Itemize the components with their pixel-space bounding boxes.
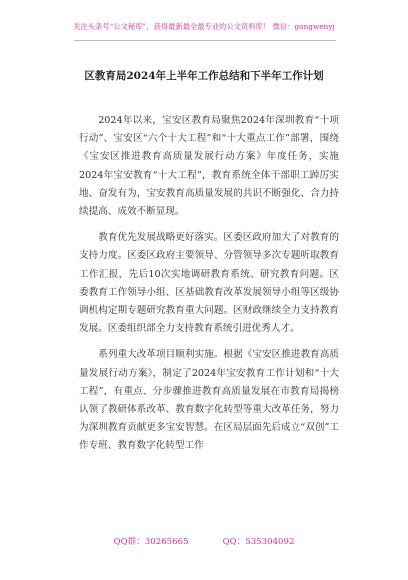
body-paragraph: 教育优先发展战略更好落实。区委区政府加大了对教育的支持力度。区委区政府主要领导、分管领导多次专题听取教育工作汇报，先后10次实地调研教育系统、研究教育问题。区委教育工作领导小组、区基础教育改革发展领导小组等区级协调机构定期专题研究教育重大问题。区财政继续全力支持教育发展。区委组织部全力支持教育系统引进优秀人才。 [79,232,339,335]
document-title: 区教育局2024年上半年工作总结和下半年工作计划 [84,70,324,82]
qq-contact-label: QQ：535304092 [222,537,295,547]
promo-banner: 关注头条号“公文秘库”，获得最新最全最专业的公文资料库！ 微信：gongwenyj [73,22,335,31]
contact-footer [0,535,408,547]
document-body [79,112,339,464]
header-divider [74,40,336,41]
body-paragraph: 2024年以来，宝安区教育局聚焦2024年深圳教育“十项行动”、宝安区“六个十大工程”和“十大重点工作”部署，围绕《宝安区推进教育高质量发展行动方案》年度任务，实施2024年宝安教育“十大工程”，教育系统全体干部职工踔厉实地、奋发有为，宝安教育高质量发展的共识不断强化、合力持续提高、成效不断显现。 [79,115,339,218]
body-paragraph: 系列重大改革项目顺利实施。根据《宝安区推进教育高质量发展行动方案》，制定了2024年宝安教育工作计划和“十大工程”，有重点、分步骤推进教育高质量发展在市教育局揭榜认领了教研体系改革、教育数字化转型等重大改革任务，努力为深圳教育贡献更多宝安智慧。在区局层面先后成立“双创”工作专班、教育数字化转型工作 [79,349,339,452]
qq-group-label: QQ群：30265665 [113,537,189,547]
